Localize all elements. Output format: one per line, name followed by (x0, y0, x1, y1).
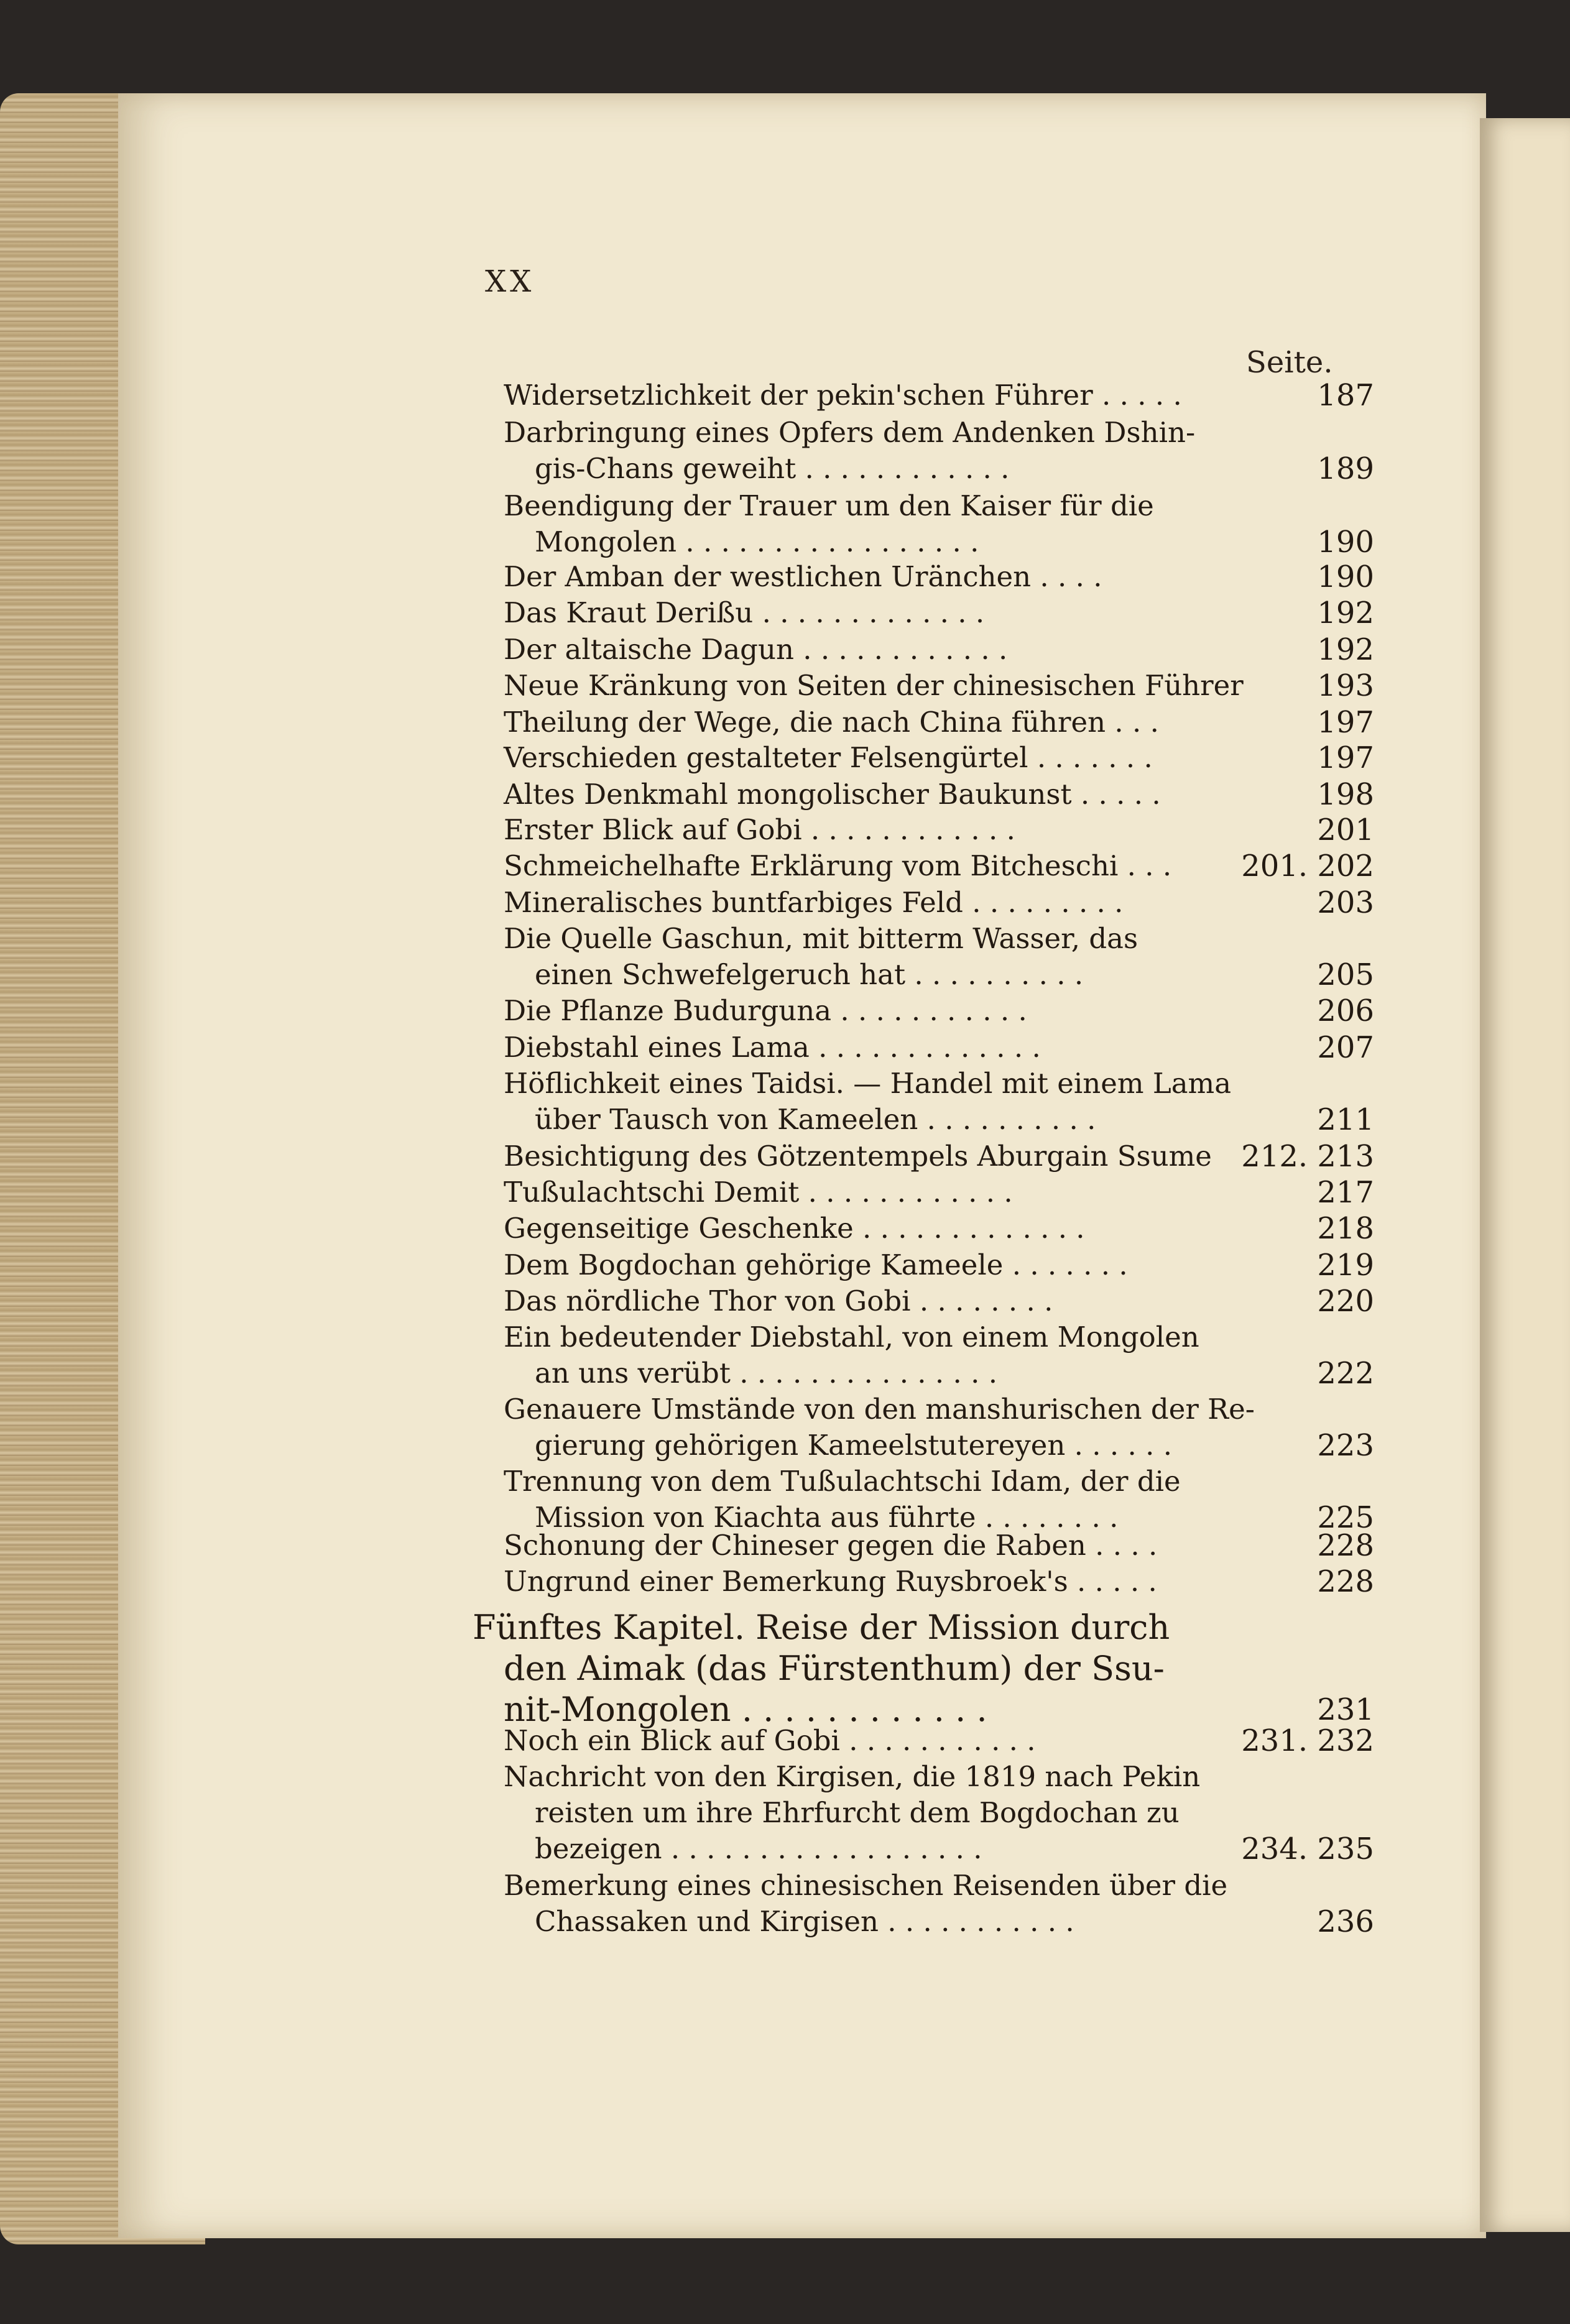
entry-line: Chassaken und Kirgisen . . . . . . . . . . . (535, 1905, 1074, 1938)
entry-page-ref: 218 (1317, 1211, 1374, 1246)
toc-entry (504, 1030, 1374, 1066)
entry-page-ref: 201 (1317, 813, 1374, 847)
toc-entry (504, 848, 1374, 884)
chapter-heading (473, 1607, 1374, 1730)
entry-line: Schmeichelhafte Erklärung vom Bitcheschi . . . (504, 849, 1172, 882)
toc-entry (504, 740, 1374, 776)
entry-page-ref: 203 (1317, 885, 1374, 920)
toc-entry (504, 377, 1374, 413)
entry-line: Der altaische Dagun . . . . . . . . . . . . (504, 633, 1008, 666)
entry-line: Diebstahl eines Lama . . . . . . . . . . . . . (504, 1031, 1041, 1064)
entry-page-ref: 197 (1317, 740, 1374, 775)
toc-entry (504, 668, 1374, 704)
entry-page-ref: 212. 213 (1241, 1139, 1374, 1174)
entry-line: Mineralisches buntfarbiges Feld . . . . . . . . . (504, 886, 1124, 919)
toc-entry (504, 1391, 1374, 1464)
entry-page-ref: 201. 202 (1241, 849, 1374, 883)
entry-line: einen Schwefelgeruch hat . . . . . . . . . . (535, 958, 1084, 991)
toc-entry (504, 921, 1374, 993)
entry-line: Der Amban der westlichen Uränchen . . . . (504, 560, 1102, 593)
entry-line: Die Quelle Gaschun, mit bitterm Wasser, das (504, 922, 1138, 955)
entry-line: Tußulachtschi Demit . . . . . . . . . . . . (504, 1176, 1013, 1209)
entry-line: Die Pflanze Budurguna . . . . . . . . . . . (504, 994, 1027, 1027)
entry-page-ref: 192 (1317, 632, 1374, 667)
toc-entry (504, 1138, 1374, 1174)
toc-entry (504, 1247, 1374, 1283)
entry-page-ref: 211 (1317, 1102, 1374, 1137)
toc-entry (504, 1564, 1374, 1600)
toc-entry (504, 1174, 1374, 1210)
entry-page-ref: 206 (1317, 994, 1374, 1028)
entry-line: Mongolen . . . . . . . . . . . . . . . . . (535, 525, 979, 558)
entry-line: Ein bedeutender Diebstahl, von einem Mongolen (504, 1321, 1199, 1353)
entry-line: Genauere Umstände von den manshurischen der Re- (504, 1393, 1255, 1426)
entry-line: Darbringung eines Opfers dem Andenken Dshin- (504, 416, 1196, 449)
entry-line: Gegenseitige Geschenke . . . . . . . . . . . . . (504, 1212, 1085, 1245)
toc-entry (504, 632, 1374, 668)
entry-page-ref: 189 (1317, 451, 1374, 486)
entry-line: Höflichkeit eines Taidsi. — Handel mit einem Lama (504, 1067, 1232, 1100)
toc-entry (504, 704, 1374, 740)
toc-entry (504, 777, 1374, 813)
entry-line: Erster Blick auf Gobi . . . . . . . . . . . . (504, 813, 1015, 846)
entry-page-ref: 231. 232 (1241, 1723, 1374, 1758)
toc-entry (504, 993, 1374, 1029)
entry-page-ref: 222 (1317, 1356, 1374, 1391)
toc-entry (504, 1759, 1374, 1867)
entry-line: Trennung von dem Tußulachtschi Idam, der die (504, 1465, 1181, 1498)
entry-line: Beendigung der Trauer um den Kaiser für die (504, 489, 1154, 522)
entry-page-ref: 217 (1317, 1175, 1374, 1210)
entry-line: Das nördliche Thor von Gobi . . . . . . . . (504, 1284, 1053, 1317)
chapter-line: Fünftes Kapitel. Reise der Mission durch (473, 1608, 1170, 1647)
entry-line: reisten um ihre Ehrfurcht dem Bogdochan zu (535, 1796, 1180, 1829)
toc-entry (504, 1528, 1374, 1564)
entry-page-ref: 234. 235 (1241, 1832, 1374, 1866)
chapter-line: nit-Mongolen . . . . . . . . . . . . (504, 1690, 987, 1729)
entry-page-ref: 190 (1317, 560, 1374, 594)
entry-line: gierung gehörigen Kameelstutereyen . . . . . . (535, 1429, 1173, 1462)
entry-page-ref: 190 (1317, 525, 1374, 560)
entry-page-ref: 187 (1317, 378, 1374, 413)
toc-entry (504, 1066, 1374, 1138)
entry-line: an uns verübt . . . . . . . . . . . . . . . (535, 1357, 998, 1390)
entry-page-ref: 228 (1317, 1528, 1374, 1563)
entry-page-ref: 193 (1317, 668, 1374, 703)
entry-line: Noch ein Blick auf Gobi . . . . . . . . . . . (504, 1724, 1036, 1757)
toc-entry (504, 1868, 1374, 1940)
entry-line: Altes Denkmahl mongolischer Baukunst . . . . . (504, 778, 1161, 811)
entry-line: Das Kraut Derißu . . . . . . . . . . . . . (504, 596, 985, 629)
toc-entry (504, 559, 1374, 595)
entry-page-ref: 220 (1317, 1284, 1374, 1319)
toc-entry (504, 595, 1374, 631)
toc-entry (504, 1464, 1374, 1536)
entry-line: Dem Bogdochan gehörige Kameele . . . . . . . (504, 1248, 1128, 1281)
chapter-page-ref: 231 (1317, 1692, 1374, 1727)
entry-line: gis-Chans geweiht . . . . . . . . . . . . (535, 452, 1010, 485)
entry-line: Widersetzlichkeit der pekin'schen Führer . . . . . (504, 379, 1182, 412)
chapter-line: den Aimak (das Fürstenthum) der Ssu- (504, 1649, 1165, 1688)
entry-page-ref: 225 (1317, 1500, 1374, 1535)
toc-entry (504, 1210, 1374, 1247)
entry-line: Neue Kränkung von Seiten der chinesischen Führer (504, 669, 1244, 702)
entry-page-ref: 236 (1317, 1904, 1374, 1939)
toc-entry (504, 1723, 1374, 1759)
entry-page-ref: 205 (1317, 957, 1374, 992)
toc-entry (504, 885, 1374, 921)
page-number: XX (485, 264, 535, 299)
entry-line: Nachricht von den Kirgisen, die 1819 nach Pekin (504, 1760, 1201, 1793)
entry-line: Besichtigung des Götzentempels Aburgain Ssume (504, 1140, 1212, 1173)
entry-page-ref: 207 (1317, 1030, 1374, 1065)
toc-entry (504, 1283, 1374, 1319)
toc-entry (504, 1319, 1374, 1391)
entry-page-ref: 219 (1317, 1248, 1374, 1283)
entry-line: bezeigen . . . . . . . . . . . . . . . . . . (535, 1832, 982, 1865)
seite-label: Seite. (1246, 345, 1333, 380)
toc-entry (504, 812, 1374, 848)
entry-line: Schonung der Chineser gegen die Raben . . . . (504, 1529, 1158, 1562)
entry-page-ref: 228 (1317, 1564, 1374, 1599)
entry-line: Mission von Kiachta aus führte . . . . . . . . (535, 1501, 1119, 1534)
entry-page-ref: 192 (1317, 596, 1374, 630)
entry-line: Theilung der Wege, die nach China führen . . . (504, 706, 1159, 739)
toc-entry (504, 415, 1374, 487)
entry-line: über Tausch von Kameelen . . . . . . . . . . (535, 1103, 1096, 1136)
toc-entry (504, 488, 1374, 560)
entry-page-ref: 197 (1317, 705, 1374, 740)
entry-line: Verschieden gestalteter Felsengürtel . . . . . . . (504, 741, 1153, 774)
entry-page-ref: 223 (1317, 1428, 1374, 1463)
entry-line: Bemerkung eines chinesischen Reisenden über die (504, 1869, 1228, 1902)
entry-line: Ungrund einer Bemerkung Ruysbroek's . . . . . (504, 1565, 1157, 1598)
entry-page-ref: 198 (1317, 777, 1374, 812)
